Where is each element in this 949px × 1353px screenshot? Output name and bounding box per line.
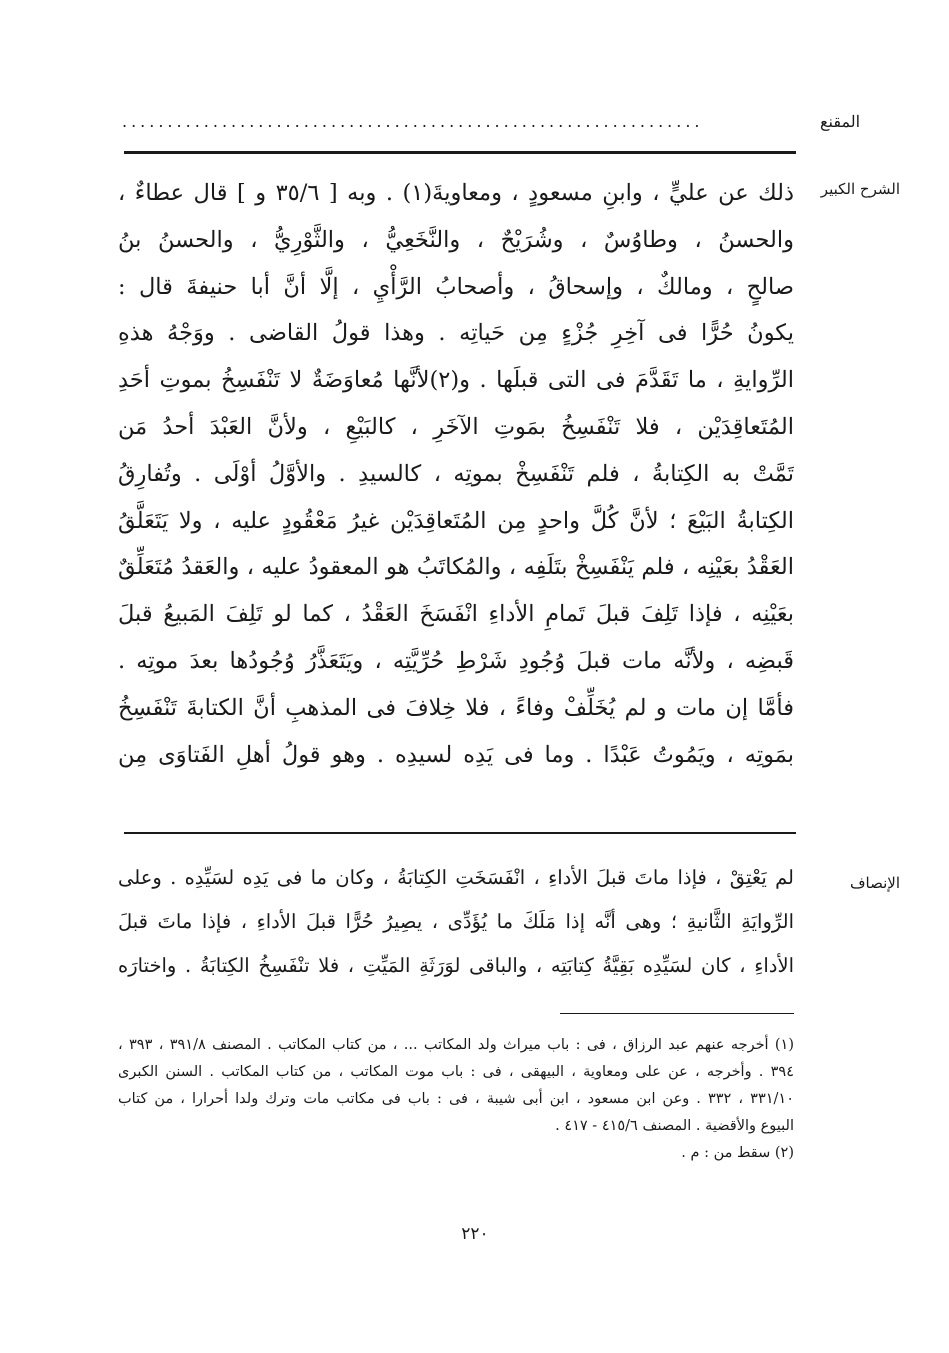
text-line: فأمَّا إن مات و لم يُخَلِّفْ وفاءً ، فلا خِلافَ فى المذهبِ أنَّ الكتابةَ تَنْفَسِخُ bbox=[118, 694, 794, 721]
section-divider bbox=[124, 832, 796, 834]
footnote-line: (٢) سقط من : م . bbox=[681, 1145, 794, 1161]
section-label-insaf: الإنصاف bbox=[849, 874, 900, 892]
header-dotted-leader: ................................................................ bbox=[122, 112, 704, 131]
section-label-sharh: الشرح الكبير bbox=[820, 180, 900, 198]
text-line: ذلك عن عليٍّ ، وابنِ مسعودٍ ، ومعاويةَ(١) . وبه [ ٣٥/٦ و ] قال عطاءٌ ، bbox=[118, 180, 794, 206]
insaf-text bbox=[118, 856, 794, 988]
page-number: ٢٢٠ bbox=[461, 1224, 489, 1244]
footnotes bbox=[118, 1032, 794, 1167]
text-line: لم يَعْتِقْ ، فإذا ماتَ قبلَ الأداءِ ، انْفَسَخَتِ الكِتابَةُ ، وكان ما فى يَدِه لسَيِّدِه . وعلى bbox=[118, 866, 794, 889]
main-commentary-text bbox=[118, 170, 794, 778]
text-line: العَقْدُ بعَيْنِه ، فلم يَنْفَسِخْ بتَلَفِه ، والمُكاتَبُ هو المعقودُ عليه ، والعَقدُ مُتَعَلِّقٌ bbox=[118, 554, 794, 581]
text-line: بمَوتِه ، ويَمُوتُ عَبْدًا . وما فى يَدِه لسيدِه . وهو قولُ أهلِ الفَتاوَى مِن bbox=[118, 741, 794, 768]
book-title: المقنع bbox=[820, 112, 861, 131]
text-line: يكونُ حُرًّا فى آخِرِ جُزْءٍ مِن حَياتِه . وهذا قولُ القاضى . ووَجْهُ هذهِ bbox=[118, 320, 794, 347]
footnote-rule bbox=[560, 1013, 794, 1014]
text-line: الأداءِ ، كان لسَيِّدِه بَقِيَّةُ كِتابَتِه ، والباقى لوَرَثَةِ المَيِّتِ ، فلا تنْفَسِخُ الكِتابَةُ . واختارَه bbox=[118, 954, 794, 977]
footnote-line: ٣٩٤ . وأخرجه ، عن على ومعاوية ، البيهقى ، فى : باب موت المكاتب ، من كتاب المكاتب . السنن الكبرى bbox=[118, 1064, 794, 1080]
header-rule bbox=[124, 151, 796, 154]
footnote-line: (١) أخرجه عنهم عبد الرزاق ، فى : باب ميراث ولد المكاتب ... ، من كتاب المكاتب . المصنف ٣٩١/٨ ، ٣٩٣ ، bbox=[118, 1037, 794, 1053]
footnote-line: البيوع والأقضية . المصنف ٤١٥/٦ - ٤١٧ . bbox=[555, 1118, 794, 1134]
text-line: الكِتابةُ البَيْعَ ؛ لأنَّ كُلَّ واحدٍ مِن المُتَعاقِدَيْن غيرُ مَعْقُودٍ عليه ، ولا يَتَعَلَّقُ bbox=[118, 507, 794, 534]
text-line: صالحٍ ، ومالكٌ ، وإسحاقُ ، وأصحابُ الرَّأْيِ ، إلَّا أنَّ أبا حنيفةَ قال : bbox=[118, 273, 794, 300]
text-line: المُتَعاقِدَيْن ، فلا تَنْفَسِخُ بمَوتِ الآخَرِ ، كالبَيْعِ ، ولأنَّ العَبْدَ أحدُ مَن bbox=[118, 413, 794, 440]
text-line: الرِّوايَةِ الثَّانيةِ ؛ وهى أنَّه إذا مَلَكَ ما يُؤَدِّى ، يصِيرُ حُرًّا قبلَ الأداءِ ، فإذا ماتَ قبلَ bbox=[118, 910, 794, 933]
text-line: قَبضِه ، ولأنَّه مات قبلَ وُجُودِ شَرْطِ حُرِّيَّتِه ، ويَتَعَذَّرُ وُجُودُها بعدَ موتِه . bbox=[118, 647, 794, 674]
footnote-line: ٣٣١/١٠ ، ٣٣٢ . وعن ابن مسعود ، ابن أبى شيبة ، فى : باب فى مكاتب مات وترك ولدا أحرارا ، من كتاب bbox=[118, 1091, 794, 1107]
text-line: والحسنُ ، وطاوُسٌ ، وشُرَيْحٌ ، والنَّخَعِيُّ ، والثَّوْرِيُّ ، والحسنُ بنُ bbox=[118, 226, 794, 253]
text-line: بعَيْنِه ، فإذا تَلِفَ قبلَ تَمامِ الأداءِ انْفَسَخَ العَقْدُ ، كما لو تَلِفَ المَبيعُ قبلَ bbox=[118, 601, 794, 628]
text-line: الرِّوايةِ ، ما تَقَدَّمَ فى التى قبلَها . و(٢)لأنَّها مُعاوَضَةٌ لا تَنْفَسِخُ بموتِ أحَدِ bbox=[118, 367, 794, 394]
text-line: تَمَّتْ به الكِتابةُ ، فلم تَنْفَسِخْ بموتِه ، كالسيدِ . والأوَّلُ أوْلَى . وتُفارِقُ bbox=[118, 460, 794, 487]
